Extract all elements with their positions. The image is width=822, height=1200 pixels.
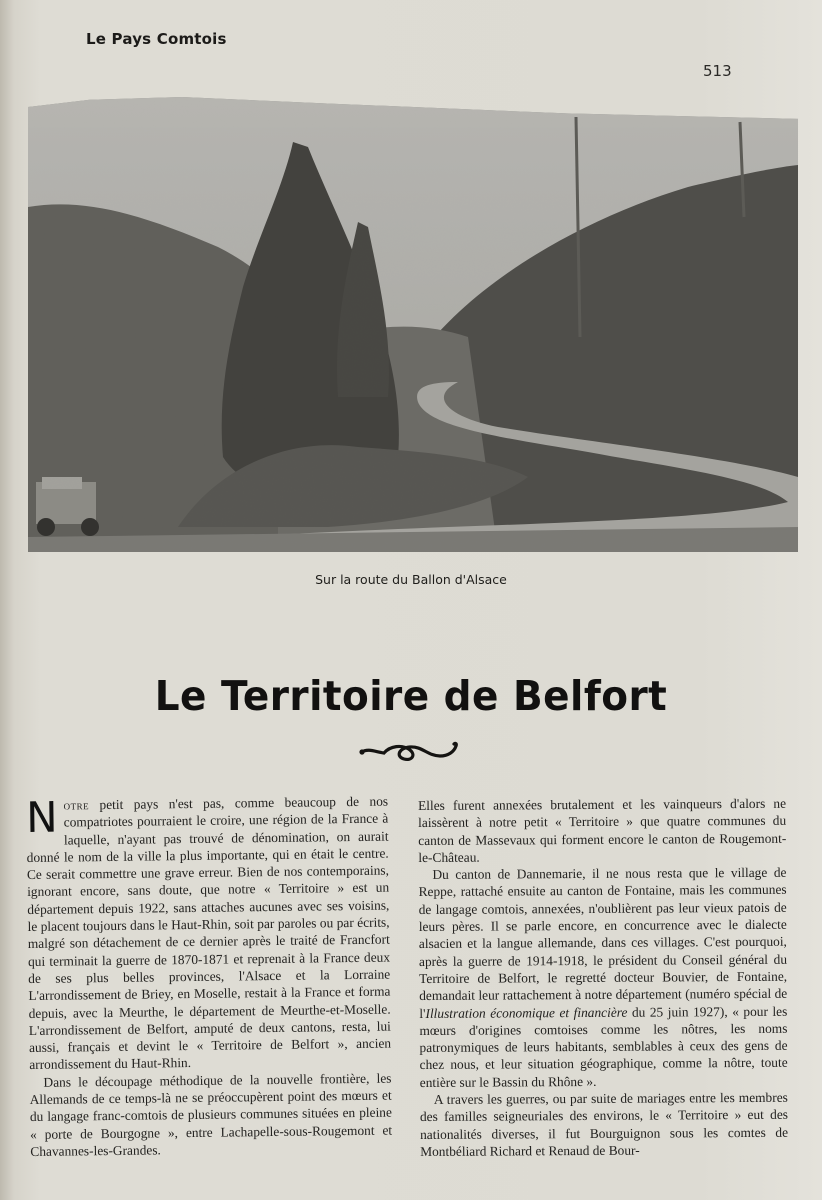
publication-title: Illustration économique et financière bbox=[425, 1004, 628, 1021]
article-column-left bbox=[26, 793, 392, 1161]
opening-smallcaps: otre bbox=[63, 797, 90, 813]
paragraph bbox=[26, 793, 391, 1074]
paragraph-text: Du canton de Dannemarie, il ne nous resta que le village de Reppe, rattaché ensuite au canton de Fontaine, mais les communes de langage comtois, annexées, n'oublièrent pas leur vieux patois de leurs pères. Il se parle encore, en concurrence avec le dialecte alsacien et la langue allemande, dans ces villages. C'est pourquoi, après la guerre de 1914-1918, le président du Conseil général du Territoire de Belfort, le regretté docteur Bouvier, de Fontaine, demandait leur rattachement à notre département (numéro spécial de l' bbox=[418, 864, 788, 1021]
mountain-road-photo bbox=[28, 97, 798, 552]
paragraph-text: du 25 juin 1927), « pour les mœurs d'origines comtoises comme les nôtres, les noms patronymiques de leurs habitants, semblables à ceux des gens de chez nous, et leur situation géographique, comme la nôtre, toute entière sur le Bassin du Rhône ». bbox=[419, 1003, 788, 1090]
paragraph bbox=[418, 864, 787, 1091]
article-column-right bbox=[418, 795, 788, 1160]
paragraph: A travers les guerres, ou par suite de mariages entre les membres des familles seigneuriales des environs, le « Territoire » eut des nationalités diverses, il fut Bourguignon sous les comtes de Montbéliard Richard et Renaud de Bour- bbox=[419, 1089, 789, 1159]
landscape-illustration bbox=[28, 97, 798, 552]
paragraph: Elles furent annexées brutalement et les vainqueurs d'alors ne laissèrent à notre petit « Territoire » que quatre communes du canton de Massevaux qui forment encore le canton de Rougemont-le-Château. bbox=[418, 795, 787, 865]
paragraph: Dans le découpage méthodique de la nouvelle frontière, les Allemands de ce temps-là ne se préoccupèrent point des mœurs et du langage franc-comtois de plusieurs communes situées en pleine « porte de Bourgogne », entre Lachapelle-sous-Rougemont et Chavannes-les-Grandes. bbox=[29, 1070, 393, 1159]
page-number: 513 bbox=[703, 62, 732, 80]
photo-caption: Sur la route du Ballon d'Alsace bbox=[315, 572, 507, 587]
article-title: Le Territoire de Belfort bbox=[154, 672, 668, 720]
paragraph-text: petit pays n'est pas, comme beaucoup de nos compatriotes pourraient le croire, une région de la France à laquelle, n'ayant pas trouvé de dénomination, on aurait donné le nom de la ville la plus importante, qui en était le centre. Ce serait commettre une grave erreur. Bien de nos contemporains, ignorant encore, sans doute, que notre « Territoire » est un département depuis 1922, sans attaches aucunes avec ses voisins, le placent toujours dans le Haut-Rhin, soit par paroles ou par écrits, malgré son détachement de ce dernier après le traité de Francfort qui terminait la guerre de 1870-1871 et reprenait à la France deux de ses plus belles provinces, l'Alsace et la Lorraine L'arrondissement de Briey, en Moselle, restait à la France et forma depuis, avec la Meurthe, le département de Meurthe-et-Moselle. L'arrondissement de Belfort, amputé de deux cantons, resta, lui aussi, français et devint le « Territoire de Belfort », ancien arrondissement du Haut-Rhin. bbox=[26, 793, 392, 1073]
running-title: Le Pays Comtois bbox=[86, 30, 227, 48]
drop-cap: N bbox=[25, 792, 58, 842]
flourish-ornament-icon bbox=[358, 738, 462, 764]
